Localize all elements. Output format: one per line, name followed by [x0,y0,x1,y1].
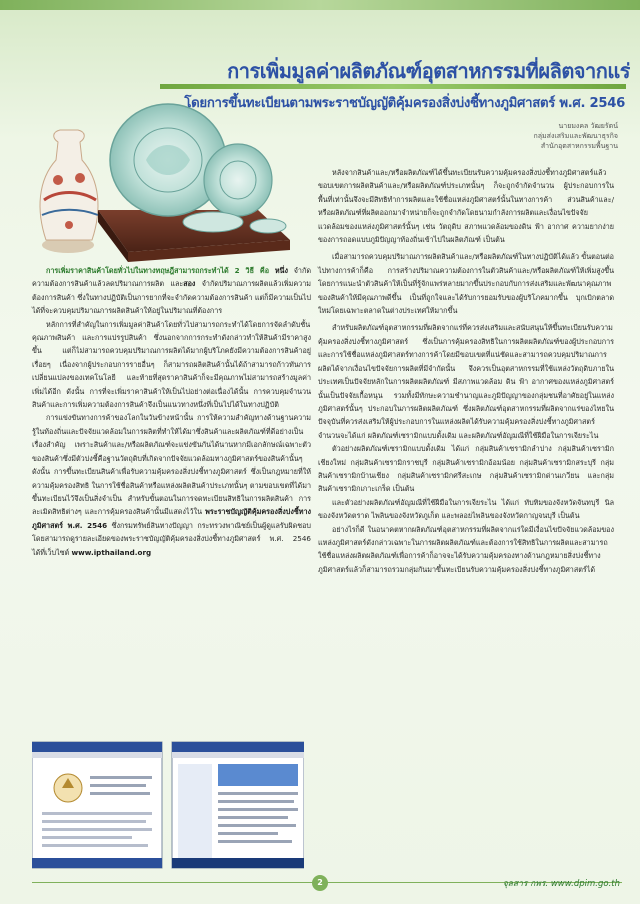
article-title-line1: การเพิ่มมูลค่าผลิตภัณฑ์อุตสาหกรรมที่ผลิตจากแร่ [227,59,630,83]
paragraph: เมื่อสามารถควบคุมปริมาณการผลิตสินค้าและ/หรือผลิตภัณฑ์ในทางปฏิบัติได้แล้ว ขั้นตอนต่อไปทางการค้าก็คือ การสร้างปริมาณความต้องการในตัวสินค้าและ/หรือผลิตภัณฑ์ให้เพิ่มสูงขึ้น โดยการแนะนำตัวสินค้าให้เป็นที่รู้จักแพร่หลายมากขึ้นประกอบกับการส่งเสริมและพัฒนาคุณภาพของสินค้าให้มีคุณภาพดีขึ้น เป็นที่ถูกใจและได้รับการยอมรับของผู้บริโภคมากขึ้น บุกเบิกตลาดใหม่โดยเฉพาะตลาดในต่างประเทศให้มากขึ้น [318,252,614,316]
article-title-line2: โดยการขึ้นทะเบียนตามพระราชบัญญัติคุ้มครองสิ่งบ่งชี้ทางภูมิศาสตร์ พ.ศ. 2546 [184,96,625,111]
author-block [440,121,618,151]
title-divider [160,84,626,89]
left-column [32,264,311,559]
author-office: สำนักอุตสาหกรรมพื้นฐาน [540,142,618,150]
paragraph-text: จำกัดปริมาณการผลิตแล้วเพิ่มความต้องการสินค้า ซึ่งในทางปฏิบัติเป็นการยากที่จะจำกัดความต้องการสินค้า แต่ก็มีความเป็นไปได้ที่จะควบคุมปริมาณการผลิตสินค้าให้อยู่ในปริมาณที่ต้องการ [32,279,311,316]
paragraph [32,264,311,318]
website-link[interactable]: www.ipthailand.org [71,547,152,557]
paragraph: หลักการที่สำคัญในการเพิ่มมูลค่าสินค้าโดยทั่วไปสามารถกระทำได้โดยการจัดลำดับชั้นคุณภาพสินค้า และการแปรรูปสินค้า ซึ่งนอกจากการกระทำดังกล่าวทำให้สินค้ามีราคาสูงขึ้น แต่ก็ไม่สามารถควบคุมปริมาณการผลิตได้มากผู้บริโภคยังมีความต้องการสินค้าอยู่เรื่อยๆ เนื่องจากผู้ประกอบการรายอื่นๆ ก็สามารถผลิตสินค้านั้นได้ถ้าสามารถก้าวทันการเปลี่ยนแปลงของเทคโนโลยี และท้ายที่สุดราคาสินค้าก็จะมีคุณภาพไม่สามารถสร้างมูลค่าเพิ่มได้อีก ดังนั้น การที่จะเพิ่มราคาสินค้าให้เป็นไปอย่างต่อเนื่องได้นั้น การควบคุมจำนวนสินค้าและการเพิ่มความต้องการสินค้าจึงเป็นแนวทางหนึ่งที่เป็นไปได้ในทางปฏิบัติ [32,319,311,410]
paragraph-text: จำกัดความต้องการสินค้าแล้วลดปริมาณการผลิต และ [32,266,311,289]
top-strip [0,0,640,10]
paragraph: และตัวอย่างผลิตภัณฑ์อัญมณีที่ใช้ฝีมือในการเจียระไน ได้แก่ ทับทิมของจังหวัดจันทบุรี นิลของจังหวัดตราด ไพลินของจังหวัดภูเก็ต และพลอยไพลินของจังหวัดกาญจนบุรี เป็นต้น [318,497,614,521]
author-name: นายมงคล วัฒยรัตน์ [558,122,618,130]
website-screenshots [32,740,304,870]
screenshot-left [32,742,162,868]
paragraph: หลังจากสินค้าและ/หรือผลิตภัณฑ์ได้ขึ้นทะเบียนรับความคุ้มครองสิ่งบ่งชี้ทางภูมิศาสตร์แล้ว ขอบเขตการผลิตสินค้าและ/หรือผลิตภัณฑ์ประเภทนั้นๆ ก็จะถูกจำกัดจำนวน ผู้ประกอบการในพื้นที่เท่านั้นจึงจะมีสิทธิทำการผลิตและใช้ชื่อแหล่งภูมิศาสตร์นั้นในทางการค้า ส่วนสินค้าและ/หรือผลิตภัณฑ์ที่ผลิตออกมาจำหน่ายก็จะถูกจำกัดโดยนามกำลังการผลิตและเงื่อนไขปัจจัยแวดล้อมของแหล่งภูมิศาสตร์นั้นๆ เช่น วัตถุดิบ สภาพแวดล้อมของดิน ฟ้า อากาศ ความยากง่ายของการถอดแบบภูมิปัญญาท้องถิ่นเข้าไปในผลิตภัณฑ์ เป็นต้น [318,168,614,245]
footer-text: จุลสาร กพร. www.dpim.go.th [502,879,620,889]
paragraph: อย่างไรก็ดี ในอนาคตหากผลิตภัณฑ์อุตสาหกรรมที่ผลิตจากแร่ใดมีเงื่อนไขปัจจัยแวดล้อมของแหล่งภูมิศาสตร์ดังกล่าวเฉพาะในการผลิตผลิตภัณฑ์และต้องการใช้สิทธิในการผลิตและสามารถใช้ชื่อแหล่งผลิตผลิตภัณฑ์เพื่อการค้าก็อาจจะได้รับความคุ้มครองทางด้านกฎหมายสิ่งบ่งชี้ทางภูมิศาสตร์แล้วก็สามารถรวมกลุ่มกันมาขึ้นทะเบียนรับความคุ้มครองสิ่งบ่งชี้ทางภูมิศาสตร์ได้ [318,524,614,574]
lead-bold-one: หนึ่ง [274,266,288,275]
page-number: 2 [312,875,328,891]
paragraph: สำหรับผลิตภัณฑ์อุตสาหกรรมที่ผลิตจากแร่ที่ควรส่งเสริมและสนับสนุนให้ขึ้นทะเบียนรับความคุ้มครองสิ่งบ่งชี้ทางภูมิศาสตร์ ซึ่งเป็นการคุ้มครองสิทธิในการผลิตผลิตภัณฑ์ของผู้ประกอบการและการใช้ชื่อแหล่งภูมิศาสตร์ทางการค้าโดยมีขอบเขตที่แน่ชัดและสามารถควบคุมปริมาณการผลิตได้จากเงื่อนไขปัจจัยการผลิตที่มีจำกัดนั้น จึงควรเป็นอุตสาหกรรมที่ใช้แหล่งวัตถุดิบภายในประเทศเป็นปัจจัยหลักในการผลิตผลิตภัณฑ์ มีสภาพแวดล้อม ดิน ฟ้า อากาศของแหล่งภูมิศาสตร์นั้นเป็นปัจจัยเกื้อหนุน รวมทั้งมีทักษะความชำนาญและภูมิปัญญาของกลุ่มชนที่อาศัยอยู่ในแหล่งภูมิศาสตร์นั้นๆ ประกอบในการผลิตผลิตภัณฑ์ ซึ่งผลิตภัณฑ์อุตสาหกรรมที่ผลิตจากแร่ของไทยในปัจจุบันที่ควรส่งเสริมให้ผู้ประกอบการในแหล่งผลิตได้รับความคุ้มครองสิ่งบ่งชี้ทางภูมิศาสตร์จำนวนจะได้แก่ ผลิตภัณฑ์เซรามิกแบบดั้งเดิม และผลิตภัณฑ์อัญมณีที่ใช้ฝีมือในการเจียระไน [318,323,614,440]
lead-bold-two: สอง [183,279,196,289]
lead-heading: การเพิ่มราคาสินค้าโดยทั่วไปในทางทฤษฎีสามารถกระทำได้ 2 วิธี คือ [46,266,270,275]
paragraph: ตัวอย่างผลิตภัณฑ์เซรามิกแบบดั้งเดิม ได้แก่ กลุ่มสินค้าเซรามิกลำปาง กลุ่มสินค้าเซรามิกเชียงใหม่ กลุ่มสินค้าเซรามิกราชบุรี กลุ่มสินค้าเซรามิกอ้อมน้อย กลุ่มสินค้าเซรามิกสระบุรี กลุ่มสินค้าเซรามิกบ้านเชียง กลุ่มสินค้าเซรามิกศรีสะเกษ กลุ่มสินค้าเซรามิกด่านเกวียน และกลุ่มสินค้าเซรามิกเกาะเกร็ด เป็นต้น [318,444,614,494]
author-dept: กลุ่มส่งเสริมและพัฒนาธุรกิจ [533,132,618,140]
right-column [318,166,614,576]
paragraph-text: การแข่งขันทางการค้าของโลกในวันข้างหน้านั้น การให้ความสำคัญทางด้านฐานความรู้ในท้องถิ่นและปัจจัยแวดล้อมในการผลิตที่ทำให้ได้มาซึ่งสินค้าและผลิตภัณฑ์ที่ดีอย่างเป็นเรื่องสำคัญ เพราะสินค้าและ/หรือผลิตภัณฑ์จะแข่งขันกันได้นานหากมีเอกลักษณ์เฉพาะตัวของสินค้าซึ่งมีตัวบ่งชี้คือฐานวัตถุดิบที่เกิดจากปัจจัยแวดล้อมทางภูมิศาสตร์ของสินค้านั้นๆ ดังนั้น การขึ้นทะเบียนสินค้าเพื่อรับความคุ้มครองสิ่งบ่งชี้ทางภูมิศาสตร์ ซึ่งเป็นกฎหมายที่ให้ความคุ้มครองสิทธิ ในการใช้ชื่อสินค้าหรือแหล่งผลิตสินค้าประเภทนั้นๆ ตามขอบเขตที่ได้มาขึ้นทะเบียนไว้จึงเป็นสิ่งจำเป็น สำหรับขั้นตอนในการจดทะเบียนสิทธิในการผลิตสินค้า การละเมิดสิทธิต่างๆ และการคุ้มครองสินค้านั้นมีแสดงไว้ใน [32,413,311,517]
paragraph [32,411,311,558]
paragraph-text: ซึ่งกรมทรัพย์สินทางปัญญา กระทรวงพาณิชย์เป็นผู้ดูแลรับผิดชอบ โดยสามารถดูรายละเอียดของพระราชบัญญัติคุ้มครองสิ่งบ่งชี้ทางภูมิศาสตร์ พ.ศ. 2546 ได้ที่เว็บไซต์ [32,520,311,557]
screenshot-right [172,742,304,868]
act-name: พระราชบัญญัติคุ้มครองสิ่งบ่งชี้ทางภูมิศาสตร์ พ.ศ. 2546 [32,507,311,530]
